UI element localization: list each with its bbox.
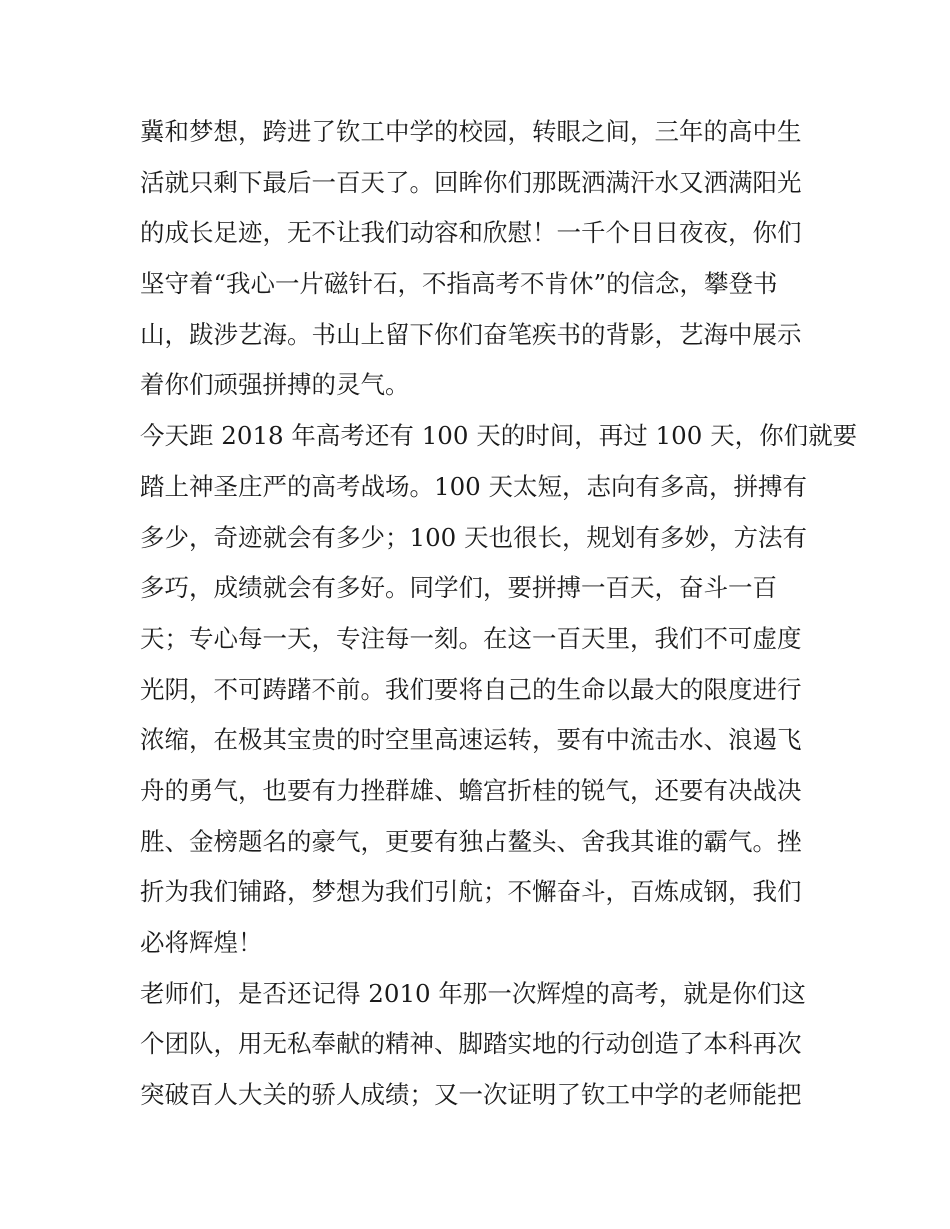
text-line-5: 山，跋涉艺海。书山上留下你们奋笔疾书的背影，艺海中展示 [140, 319, 802, 349]
text-line-18: 老师们，是否还记得 2010 年那一次辉煌的高考，就是你们这 [140, 978, 806, 1008]
text-line-2: 活就只剩下最后一百天了。回眸你们那既洒满汗水又洒满阳光 [140, 167, 802, 197]
text-line-6: 着你们顽强拼搏的灵气。 [140, 370, 410, 400]
text-line-13: 浓缩，在极其宝贵的时空里高速运转，要有中流击水、浪遏飞 [140, 725, 802, 755]
text-line-7: 今天距 2018 年高考还有 100 天的时间，再过 100 天，你们就要 [140, 421, 858, 451]
text-line-9: 多少，奇迹就会有多少；100 天也很长，规划有多妙，方法有 [140, 522, 808, 552]
document-body [140, 107, 858, 1121]
text-line-17: 必将辉煌！ [140, 928, 263, 957]
text-line-15: 胜、金榜题名的豪气，更要有独占鳌头、舍我其谁的霸气。挫 [140, 826, 802, 856]
text-line-11: 天；专心每一天，专注每一刻。在这一百天里，我们不可虚度 [140, 623, 802, 653]
text-line-19: 个团队，用无私奉献的精神、脚踏实地的行动创造了本科再次 [140, 1029, 802, 1059]
text-line-14: 舟的勇气，也要有力挫群雄、蟾宫折桂的锐气，还要有决战决 [140, 775, 802, 805]
text-line-20: 突破百人大关的骄人成绩；又一次证明了钦工中学的老师能把 [140, 1080, 802, 1110]
text-line-3: 的成长足迹，无不让我们动容和欣慰！一千个日日夜夜，你们 [140, 218, 802, 248]
text-line-4: 坚守着“我心一片磁针石，不指高考不肯休”的信念，攀登书 [140, 269, 778, 299]
text-line-12: 光阴，不可踌躇不前。我们要将自己的生命以最大的限度进行 [140, 674, 802, 704]
text-line-10: 多巧，成绩就会有多好。同学们，要拼搏一百天，奋斗一百 [140, 573, 777, 603]
text-line-1: 冀和梦想，跨进了钦工中学的校园，转眼之间，三年的高中生 [140, 117, 802, 146]
text-line-8: 踏上神圣庄严的高考战场。100 天太短，志向有多高，拼搏有 [140, 471, 808, 501]
text-line-16: 折为我们铺路，梦想为我们引航；不懈奋斗，百炼成钢，我们 [140, 877, 802, 907]
